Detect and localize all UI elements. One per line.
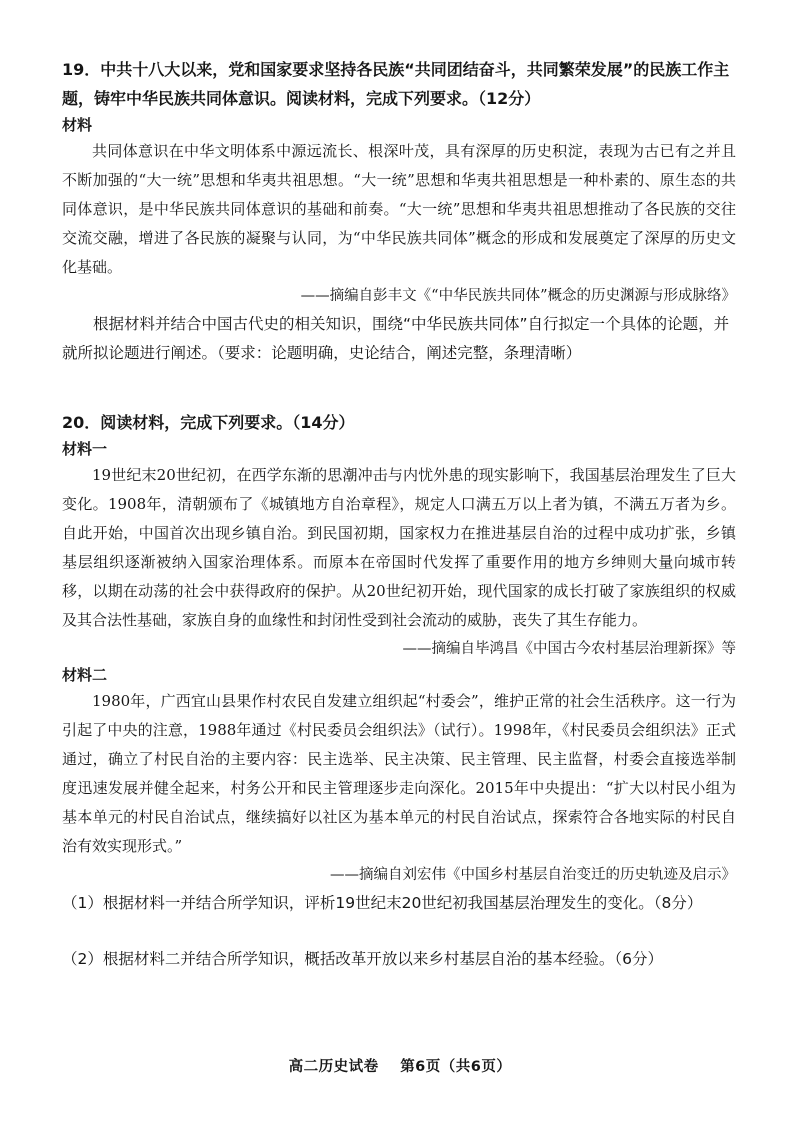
question-20-material2-label: 材料二 [62,666,108,684]
question-19-title: 19．中共十八大以来，党和国家要求坚持各民族“共同团结奋斗，共同繁荣发展”的民族工作主题，铸牢中华民族共同体意识。阅读材料，完成下列要求。（12分） [62,60,730,108]
question-20-sub-1: （1）根据材料一并结合所学知识，评析19世纪末20世纪初我国基层治理发生的变化。（8分） [62,894,703,912]
question-19 [62,55,736,368]
question-20-material1-source: ——摘编自毕鸿昌《中国古今农村基层治理新探》等 [402,641,736,657]
question-20-material2-text: 1980年，广西宜山县果作村农民自发建立组织起“村委会”，维护正常的社会生活秩序。这一行为引起了中央的注意，1988年通过《村民委员会组织法》（试行）。1998年，《村民委员会组织法》正式通过，确立了村民自治的主要内容：民主选举、民主决策、民主管理、民主监督，村委会直接选举制度迅速发展并健全起来，村务公开和民主管理逐步走向深化。2015年中央提出：“扩大以村民小组为基本单元的村民自治试点，继续搞好以社区为基本单元的村民自治试点，探索符合各地实际的村民自治有效实现形式。” [62,692,736,855]
question-19-task: 根据材料并结合中国古代史的相关知识，围绕“中华民族共同体”自行拟定一个具体的论题，并就所拟论题进行阐述。（要求：论题明确，史论结合，阐述完整，条理清晰） [62,315,730,362]
question-19-material-label: 材料 [62,116,93,134]
question-20-material2-source: ——摘编自刘宏伟《中国乡村基层自治变迁的历史轨迹及启示》 [330,867,736,883]
footer-page-info: 第6页（共6页） [400,1059,512,1075]
question-19-material-text: 共同体意识在中华文明体系中源远流长、根深叶茂，具有深厚的历史积淀，表现为古已有之并且不断加强的“大一统”思想和华夷共祖思想。“大一统”思想和华夷共祖思想是一种朴素的、原生态的共同体意识，是中华民族共同体意识的基础和前奏。“大一统”思想和华夷共祖思想推动了各民族的交往交流交融，增进了各民族的凝聚与认同，为“中华民族共同体”概念的形成和发展奠定了深厚的历史文化基础。 [62,142,736,276]
question-20 [62,408,736,973]
footer-exam-name: 高二历史试卷 [288,1059,379,1075]
question-19-source: ——摘编自彭丰文《“中华民族共同体”概念的历史渊源与形成脉络》 [300,288,736,304]
question-20-material1-text: 19世纪末20世纪初，在西学东渐的思潮冲击与内忧外患的现实影响下，我国基层治理发生了巨大变化。1908年，清朝颁布了《城镇地方自治章程》，规定人口满五万以上者为镇，不满五万者为乡。自此开始，中国首次出现乡镇自治。到民国初期，国家权力在推进基层自治的过程中成功扩张，乡镇基层组织逐渐被纳入国家治理体系。而原本在帝国时代发挥了重要作用的地方乡绅则大量向城市转移，以期在动荡的社会中获得政府的保护。从20世纪初开始，现代国家的成长打破了家族组织的权威及其合法性基础，家族自身的血缘性和封闭性受到社会流动的威胁，丧失了其生存能力。 [62,466,736,629]
question-20-sub-2: （2）根据材料二并结合所学知识，概括改革开放以来乡村基层自治的基本经验。（6分） [62,950,663,968]
page-footer [0,1055,800,1076]
question-20-material1-label: 材料一 [62,440,108,458]
question-20-title: 20．阅读材料，完成下列要求。（14分） [62,413,355,432]
